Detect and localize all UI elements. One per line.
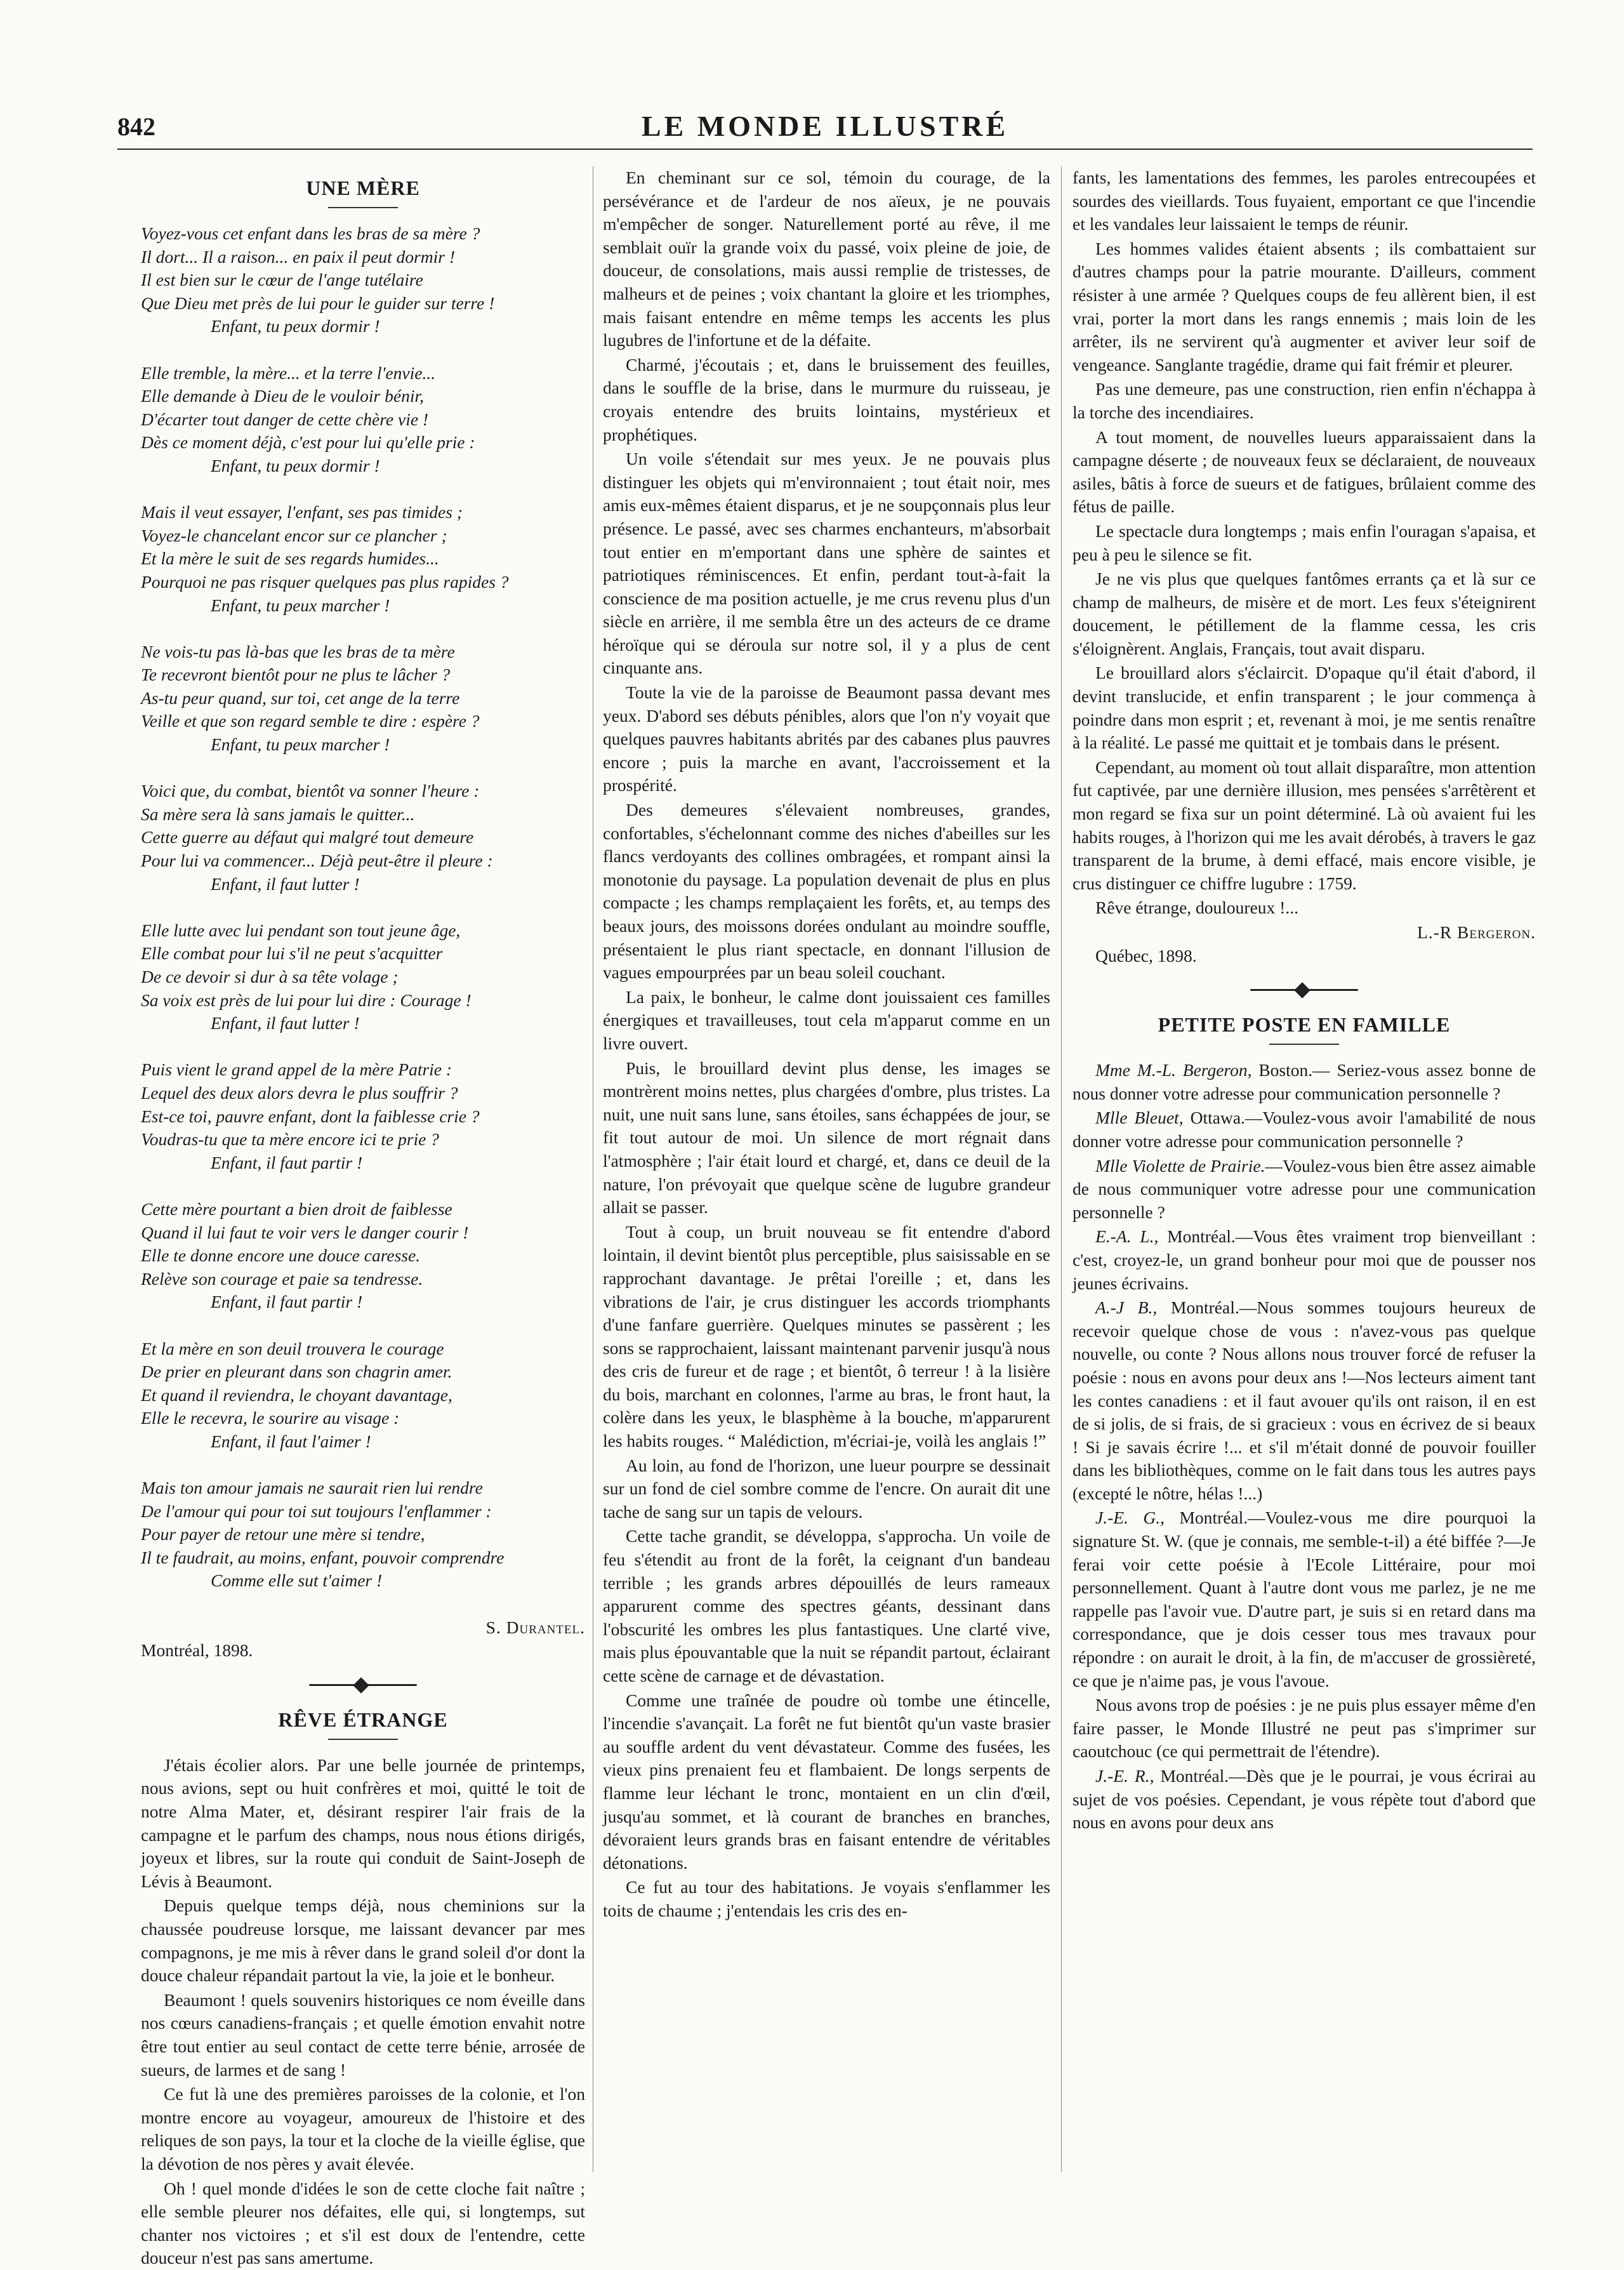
poem-verse: Elle tremble, la mère... et la terre l'envie... [141, 362, 436, 383]
correspondent-name: J.-E. G., [1095, 1508, 1165, 1528]
mailbox-entry [1073, 1155, 1536, 1225]
story-paragraph: Au loin, au fond de l'horizon, une lueur pourpre se dessinait sur un fond de ciel sombre comme de l'encre. On aurait dit une tache de sang sur un tapis de velours. [603, 1455, 1050, 1522]
correspondent-name: J.-E. R., [1095, 1766, 1154, 1786]
poem-verse: Elle te donne encore une douce caresse. [141, 1245, 421, 1266]
poem-verse: Voyez-le chancelant encor sur ce plancher ; [141, 525, 447, 545]
poem-verse: Et quand il reviendra, le choyant davantage, [141, 1384, 452, 1405]
story-paragraph: En cheminant sur ce sol, témoin du courage, de la persévérance et de l'ardeur de nos aïeux, je ne pouvais m'empêcher de songer. Naturellement porté au rêve, il me semblait ouïr la grande voix du passé, voix pleine de joie, de douceur, de consolations, mais aussi remplie de tristesses, de malheurs et de peines ; voix chantant la gloire et les triomphes, mais faisant entendre en même temps les accents les plus lugubres de l'infortune et de la défaite. [603, 168, 1050, 350]
poem-refrain: Enfant, il faut lutter ! [211, 1013, 360, 1033]
story-text-column-2 [603, 166, 1050, 1923]
masthead [117, 107, 1533, 150]
story-paragraph: J'étais écolier alors. Par une belle journée de printemps, nous avions, sept ou huit confrères et moi, quitté le toit de notre Alma Mater, et, désirant respirer l'air frais de la campagne et le parfum des champs, nous nous étions dirigés, joyeux et libres, sur la route qui conduit de Saint-Joseph de Lévis à Beaumont. [141, 1755, 585, 1891]
poem-verse: Pour payer de retour une mère si tendre, [141, 1524, 425, 1544]
poem-verse: Elle lutte avec lui pendant son tout jeune âge, [141, 920, 461, 940]
poem-verse: Sa voix est près de lui pour lui dire : Courage ! [141, 990, 472, 1010]
poem-verse: Que Dieu met près de lui pour le guider sur terre ! [141, 293, 495, 313]
poem-refrain: Enfant, il faut l'aimer ! [211, 1431, 371, 1451]
story-paragraph: Des demeures s'élevaient nombreuses, grandes, confortables, s'échelonnant comme des niches d'abeilles sur les flancs verdoyants des collines ombragées, et rompant ainsi la monotonie du paysage. La population devenait de plus en plus compacte ; les champs remplaçaient les forêts, et, au temps des beaux jours, des moissons dorées ondulant au moindre souffle, présentaient le plus riant spectacle, en donnant l'illusion de vagues empourprées par un beau soleil couchant. [603, 800, 1050, 983]
poem-verse: Puis vient le grand appel de la mère Patrie : [141, 1059, 452, 1080]
poem-verse: As-tu peur quand, sur toi, cet ange de la terre [141, 687, 460, 708]
story-paragraph: Les hommes valides étaient absents ; ils combattaient sur d'autres champs pour la patrie mourante. D'ailleurs, comment résister à une armée ? Quelques coups de feu allèrent bien, il est vrai, porter la mort dans les rangs ennemis ; mais loin de les arrêter, ils ne servirent qu'à augmenter et aviver leur soif de vengeance. Sanglante tragédie, drame qui fait frémir et pleurer. [1073, 238, 1536, 375]
poem-verse: Et la mère le suit de ses regards humides... [141, 548, 439, 569]
story-paragraph: A tout moment, de nouvelles lueurs apparaissaient dans la campagne déserte ; de nouveaux feux se déclaraient, de nouveaux asiles, bâtis à force de sueurs et de fatigues, brûlaient comme des fétus de paille. [1073, 427, 1536, 517]
story-paragraph: Depuis quelque temps déjà, nous cheminions sur la chaussée poudreuse lorsque, me laissant devancer par mes compagnons, je me mis à rêver dans le grand soleil d'or dont la douce chaleur répandait partout la vie, la joie et le bonheur. [141, 1895, 585, 1986]
poem-stanza [141, 222, 585, 338]
column-1 [141, 166, 585, 2268]
title-rule [1269, 1044, 1339, 1045]
page-number: 842 [117, 112, 155, 141]
mailbox-entries [1073, 1059, 1536, 1835]
poem-refrain: Enfant, il faut partir ! [211, 1292, 363, 1312]
mailbox-title: PETITE POSTE EN FAMILLE [1158, 1013, 1451, 1037]
story-title: RÊVE ÉTRANGE [278, 1708, 448, 1731]
column-3 [1073, 166, 1536, 2172]
poem-stanza [141, 919, 585, 1035]
mailbox-entry [1073, 1225, 1536, 1295]
poem-verse: Et la mère en son deuil trouvera le courage [141, 1338, 444, 1358]
section-divider-ornament [1250, 984, 1358, 995]
poem-verse: Sa mère sera là sans jamais le quitter... [141, 804, 415, 824]
poem-verse: Cette guerre au défaut qui malgré tout demeure [141, 827, 474, 847]
story-paragraph: Oh ! quel monde d'idées le son de cette cloche fait naître ; elle semble pleurer nos défaites, elle qui, si longtemps, sut chanter nos victoires ; et s'il est doux de l'entendre, cette douceur n'est pas sans amertume. [141, 2178, 585, 2268]
entry-text: Boston.— Seriez-vous assez bonne de nous donner votre adresse pour communication personnelle ? [1073, 1060, 1536, 1103]
poem-verse: Il te faudrait, au moins, enfant, pouvoir comprendre [141, 1547, 505, 1567]
poem-refrain: Enfant, tu peux dormir ! [211, 455, 380, 475]
entry-text: Montréal.—Voulez-vous me dire pourquoi la signature St. W. (que je connais, me semble-t-il) a été biffée ?—Je ferai voir cette poésie à l'Ecole Littéraire, pour moi personnellement. Quant à l'autre dont vous me parlez, je ne me rappelle pas l'avoir vue. D'autre part, je suis si en retard dans ma correspondance, que je dois cesser tous mes travaux pour répondre : on aurait le droit, à la fin, de m'accuser de grossièreté, ce que je n'aime pas, je vous l'avoue. [1073, 1508, 1536, 1690]
poem-verse: Relève son courage et paie sa tendresse. [141, 1268, 423, 1289]
poem-verse: Il est bien sur le cœur de l'ange tutélaire [141, 270, 423, 290]
poem-stanza [141, 780, 585, 896]
story-dateline: Québec, 1898. [1095, 945, 1197, 966]
poem-refrain: Enfant, il faut lutter ! [211, 873, 360, 894]
story-paragraph: fants, les lamentations des femmes, les paroles entrecoupées et sourdes des vieillards. Tous fuyaient, emportant ce que l'incendie et les vandales leur laissaient le temps de réunir. [1073, 168, 1536, 234]
story-paragraph: Le spectacle dura longtemps ; mais enfin l'ouragan s'apaisa, et peu à peu le silence se fit. [1073, 521, 1536, 564]
story-author: L.-R Bergeron. [1417, 922, 1536, 942]
poem-verse: Lequel des deux alors devra le plus souffrir ? [141, 1082, 458, 1103]
poem-verse: Voyez-vous cet enfant dans les bras de sa mère ? [141, 223, 480, 243]
poem-verse: De ce devoir si dur à sa tête volage ; [141, 967, 399, 986]
poem-verse: Veille et que son regard semble te dire : espère ? [141, 711, 480, 731]
mailbox-entry [1073, 1296, 1536, 1505]
mailbox-entry [1073, 1694, 1536, 1763]
entry-text: Montréal.—Nous sommes toujours heureux de recevoir quelque chose de vous : n'avez-vous pas quelque nouvelle, ou conte ? Nous allons nous trouver forcé de refuser la poésie : nous en avons pour deux ans !—Nos lecteurs aiment tant les contes canadiens : et il faut avouer qu'ils ont raison, il en est de si jolis, de si frais, de si gracieux : vous en écrivez de si beaux ! Si je savais écrire !... et s'il m'était donné de pouvoir fouiller dans les bibliothèques, comme on le fait dans tous les autres pays (excepté le nôtre, hélas !...) [1073, 1298, 1536, 1503]
story-paragraph: Beaumont ! quels souvenirs historiques ce nom éveille dans nos cœurs canadiens-français ; et quelle émotion envahit notre être tout entier au seul contact de cette terre bénie, arrosée de sueurs, de larmes et de sang ! [141, 1989, 585, 2080]
title-rule [328, 207, 398, 208]
poem-body [141, 222, 585, 1593]
title-rule [328, 1739, 398, 1740]
poem-verse: Pourquoi ne pas risquer quelques pas plus rapides ? [141, 571, 509, 592]
poem-verse: Est-ce toi, pauvre enfant, dont la faiblesse crie ? [141, 1106, 480, 1126]
poem-stanza [141, 1058, 585, 1174]
story-paragraph: Ce fut là une des premières paroisses de la colonie, et l'on montre encore au voyageur, amoureux de l'histoire et des reliques de son pays, la tour et la cloche de la vieille église, que la dévotion de nos pères y avait élevée. [141, 2084, 585, 2174]
poem-verse: Elle demande à Dieu de le vouloir bénir, [141, 386, 425, 406]
poem-refrain: Enfant, tu peux marcher ! [211, 595, 390, 615]
story-paragraph: La paix, le bonheur, le calme dont jouissaient ces familles énergiques et travailleuses, tout cela m'apparut comme en un livre ouvert. [603, 986, 1050, 1053]
story-text-column-1 [141, 1754, 585, 2270]
story-paragraph: Un voile s'étendait sur mes yeux. Je ne pouvais plus distinguer les objets qui m'environnaient ; tout était noir, mes amis eux-mêmes étaient disparus, et je ne soupçonnais plus leur présence. Le passé, avec ses charmes enchanteurs, m'absorbait tout entier en m'emportant dans une sphère de saintes et patriotiques réminiscences. Et enfin, perdant tout-à-fait la conscience de ma position actuelle, je me crus revenu plus d'un siècle en arrière, il me sembla être un des acteurs de ce drame héroïque qui se déroula sur notre sol, il y a plus de cent cinquante ans. [603, 449, 1050, 678]
story-paragraph: Puis, le brouillard devint plus dense, les images se montrèrent moins nettes, plus chargées d'ombre, plus tristes. La nuit, une nuit sans lune, sans étoiles, sans échappées de jour, se fit tout autour de moi. Un silence de mort régnait dans l'atmosphère ; l'air était lourd et chargé, et, dans ce deuil de la nature, l'on prévoyait que quelque scène de lugubre grandeur allait se passer. [603, 1058, 1050, 1218]
poem-verse: Ne vois-tu pas là-bas que les bras de ta mère [141, 641, 455, 661]
entry-text: Ottawa.—Voulez-vous avoir l'amabilité de nous donner votre adresse pour communication personnelle ? [1073, 1108, 1536, 1151]
poem-stanza [141, 362, 585, 478]
poem-verse: Elle combat pour lui s'il ne peut s'acquitter [141, 943, 443, 964]
poem-stanza [141, 1337, 585, 1454]
story-paragraph: Cependant, au moment où tout allait disparaître, mon attention fut captivée, par une dernière illusion, mes pensées s'arrêtèrent et mon regard se fixa sur un point déterminé. Là où avaient fui les habits rouges, à l'horizon qui me les avait dérobés, à travers le gaz transparent de la brume, à demi effacé, mais encore visible, je crus distinguer ce chiffre lugubre : 1759. [1073, 757, 1536, 893]
poem-stanza [141, 641, 585, 757]
poem-verse: De prier en pleurant dans son chagrin amer. [141, 1362, 452, 1382]
poem-verse: Elle le recevra, le sourire au visage : [141, 1408, 400, 1428]
poem-title: UNE MÈRE [306, 176, 420, 199]
story-paragraph: Le brouillard alors s'éclaircit. D'opaque qu'il était d'abord, il devint translucide, et enfin transparent ; le jour commença à poindre dans mon esprit ; et, revenant à moi, je me sentis renaître à la réalité. Le passé me quittait et je tombais dans le présent. [1073, 663, 1536, 753]
correspondent-name: Mlle Bleuet, [1095, 1108, 1184, 1128]
mailbox-entry [1073, 1106, 1536, 1153]
poem-stanza [141, 1198, 585, 1314]
story-text-column-3 [1073, 166, 1536, 895]
story-paragraph: Ce fut au tour des habitations. Je voyais s'enflammer les toits de chaume ; j'entendais les cris des en- [603, 1877, 1050, 1920]
newspaper-title: LE MONDE ILLUSTRÉ [641, 110, 1009, 142]
entry-text: Nous avons trop de poésies : je ne puis plus essayer même d'en faire passer, le Monde Illustré ne peut pas s'imprimer sur caoutchouc (ce qui permettrait de l'étendre). [1073, 1695, 1536, 1762]
story-paragraph: Je ne vis plus que quelques fantômes errants ça et là sur ce champ de malheurs, de misère et de mort. Les feux s'éteignirent doucement, le pétillement de la flamme cessa, les cris s'éloignèrent. Anglais, Français, tout avait disparu. [1073, 569, 1536, 658]
poem-author: S. Durantel. [485, 1617, 585, 1637]
poem-verse: Cette mère pourtant a bien droit de faiblesse [141, 1198, 452, 1219]
entry-text: Montréal.—Vous êtes vraiment trop bienveillant : c'est, croyez-le, un grand bonheur pour moi que de pousser nos jeunes écrivains. [1073, 1226, 1536, 1293]
story-paragraph: Comme une traînée de poudre où tombe une étincelle, l'incendie s'avançait. La forêt ne fut bientôt qu'un vaste brasier au souffle ardent du vent dévastateur. Comme des fusées, les vieux pins prenaient feu et flambaient. De longs serpents de flamme leur léchant le tronc, montaient en un clin d'œil, jusqu'au sommet, et là courant de branches en branches, dévoraient leurs grands bras en faisant entendre de véritables détonations. [603, 1690, 1050, 1873]
column-2 [603, 166, 1050, 2172]
story-paragraph: Pas une demeure, pas une construction, rien enfin n'échappa à la torche des incendiaires. [1073, 379, 1536, 422]
story-closing-line: Rêve étrange, douloureux !... [1095, 898, 1298, 918]
correspondent-name: Mlle Violette de Prairie. [1095, 1155, 1265, 1176]
mailbox-entry [1073, 1765, 1536, 1835]
poem-verse: Te recevront bientôt pour ne plus te lâcher ? [141, 665, 451, 685]
mailbox-entry [1073, 1506, 1536, 1692]
poem-verse: D'écarter tout danger de cette chère vie ! [141, 409, 429, 429]
entry-text: —Voulez-vous bien être assez aimable de nous communiquer votre adresse pour une communication personnelle ? [1073, 1155, 1536, 1222]
story-paragraph: Charmé, j'écoutais ; et, dans le bruissement des feuilles, dans le souffle de la brise, dans le murmure du ruisseau, je croyais entendre des bruits lointains, mystérieux et prophétiques. [603, 354, 1050, 444]
poem-stanza [141, 1477, 585, 1593]
story-paragraph: Cette tache grandit, se développa, s'approcha. Un voile de feu s'étendit au front de la forêt, la ceignant d'un bandeau terrible ; les grands arbres dépouillés de leurs rameaux apparurent comme des spectres géants, dessinant dans l'obscurité les ombres les plus fantastiques. Une clarté vive, mais plus épouvantable que la nuit se répandit partout, éclairant cette scène de carnage et de dévastation. [603, 1526, 1050, 1685]
poem-verse: Pour lui va commencer... Déjà peut-être il pleure : [141, 851, 493, 871]
column-rule [1061, 166, 1062, 2172]
poem-verse: Voici que, du combat, bientôt va sonner l'heure : [141, 781, 480, 801]
correspondent-name: E.-A. L., [1095, 1226, 1159, 1247]
correspondent-name: A.-J B., [1095, 1298, 1158, 1318]
poem-refrain: Enfant, tu peux marcher ! [211, 734, 390, 755]
poem-refrain: Enfant, tu peux dormir ! [211, 316, 380, 336]
poem-verse: Mais il veut essayer, l'enfant, ses pas timides ; [141, 502, 463, 522]
poem-dateline: Montréal, 1898. [141, 1640, 253, 1661]
poem-verse: De l'amour qui pour toi sut toujours l'enflammer : [141, 1501, 492, 1521]
poem-refrain: Enfant, il faut partir ! [211, 1152, 363, 1172]
poem-verse: Quand il lui faut te voir vers le danger courir ! [141, 1222, 469, 1242]
poem-verse: Voudras-tu que ta mère encore ici te prie ? [141, 1129, 439, 1150]
mailbox-entry [1073, 1059, 1536, 1105]
correspondent-name: Mme M.-L. Bergeron, [1095, 1060, 1252, 1080]
poem-verse: Dès ce moment déjà, c'est pour lui qu'elle prie : [141, 432, 475, 453]
story-paragraph: Toute la vie de la paroisse de Beaumont passa devant mes yeux. D'abord ses débuts pénibles, alors que l'on n'y voyait que quelques pauvres habitants abrités par des cabanes plus pauvres encore ; puis la marche en avant, l'accroissement et la prospérité. [603, 682, 1050, 795]
poem-verse: Mais ton amour jamais ne saurait rien lui rendre [141, 1478, 483, 1498]
entry-text: Montréal.—Dès que je le pourrai, je vous écrirai au sujet de vos poésies. Cependant, je vous répète tout d'abord que nous en avons pour deux ans [1073, 1766, 1536, 1833]
poem-stanza [141, 501, 585, 617]
section-divider-ornament [309, 1679, 417, 1690]
poem-refrain: Comme elle sut t'aimer ! [211, 1570, 383, 1591]
story-paragraph: Tout à coup, un bruit nouveau se fit entendre d'abord lointain, il devint bientôt plus perceptible, plus saisissable en se rapprochant davantage. Je prêtai l'oreille ; et, dans les vibrations de l'air, je crus distinguer les accords triomphants d'une fanfare guerrière. Quelques minutes se passèrent ; les sons se rapprochaient, laissant maintenant parvenir jusqu'à nous des cris de fureur et de rage ; et bientôt, ô terreur ! à la lisière du bois, marchant en colonnes, l'arme au bras, le front haut, la colère dans les yeux, le blasphème à la bouche, m'apparurent les habits rouges. “ Malédiction, m'écriai-je, voilà les anglais !” [603, 1221, 1050, 1451]
poem-verse: Il dort... Il a raison... en paix il peut dormir ! [141, 246, 455, 267]
